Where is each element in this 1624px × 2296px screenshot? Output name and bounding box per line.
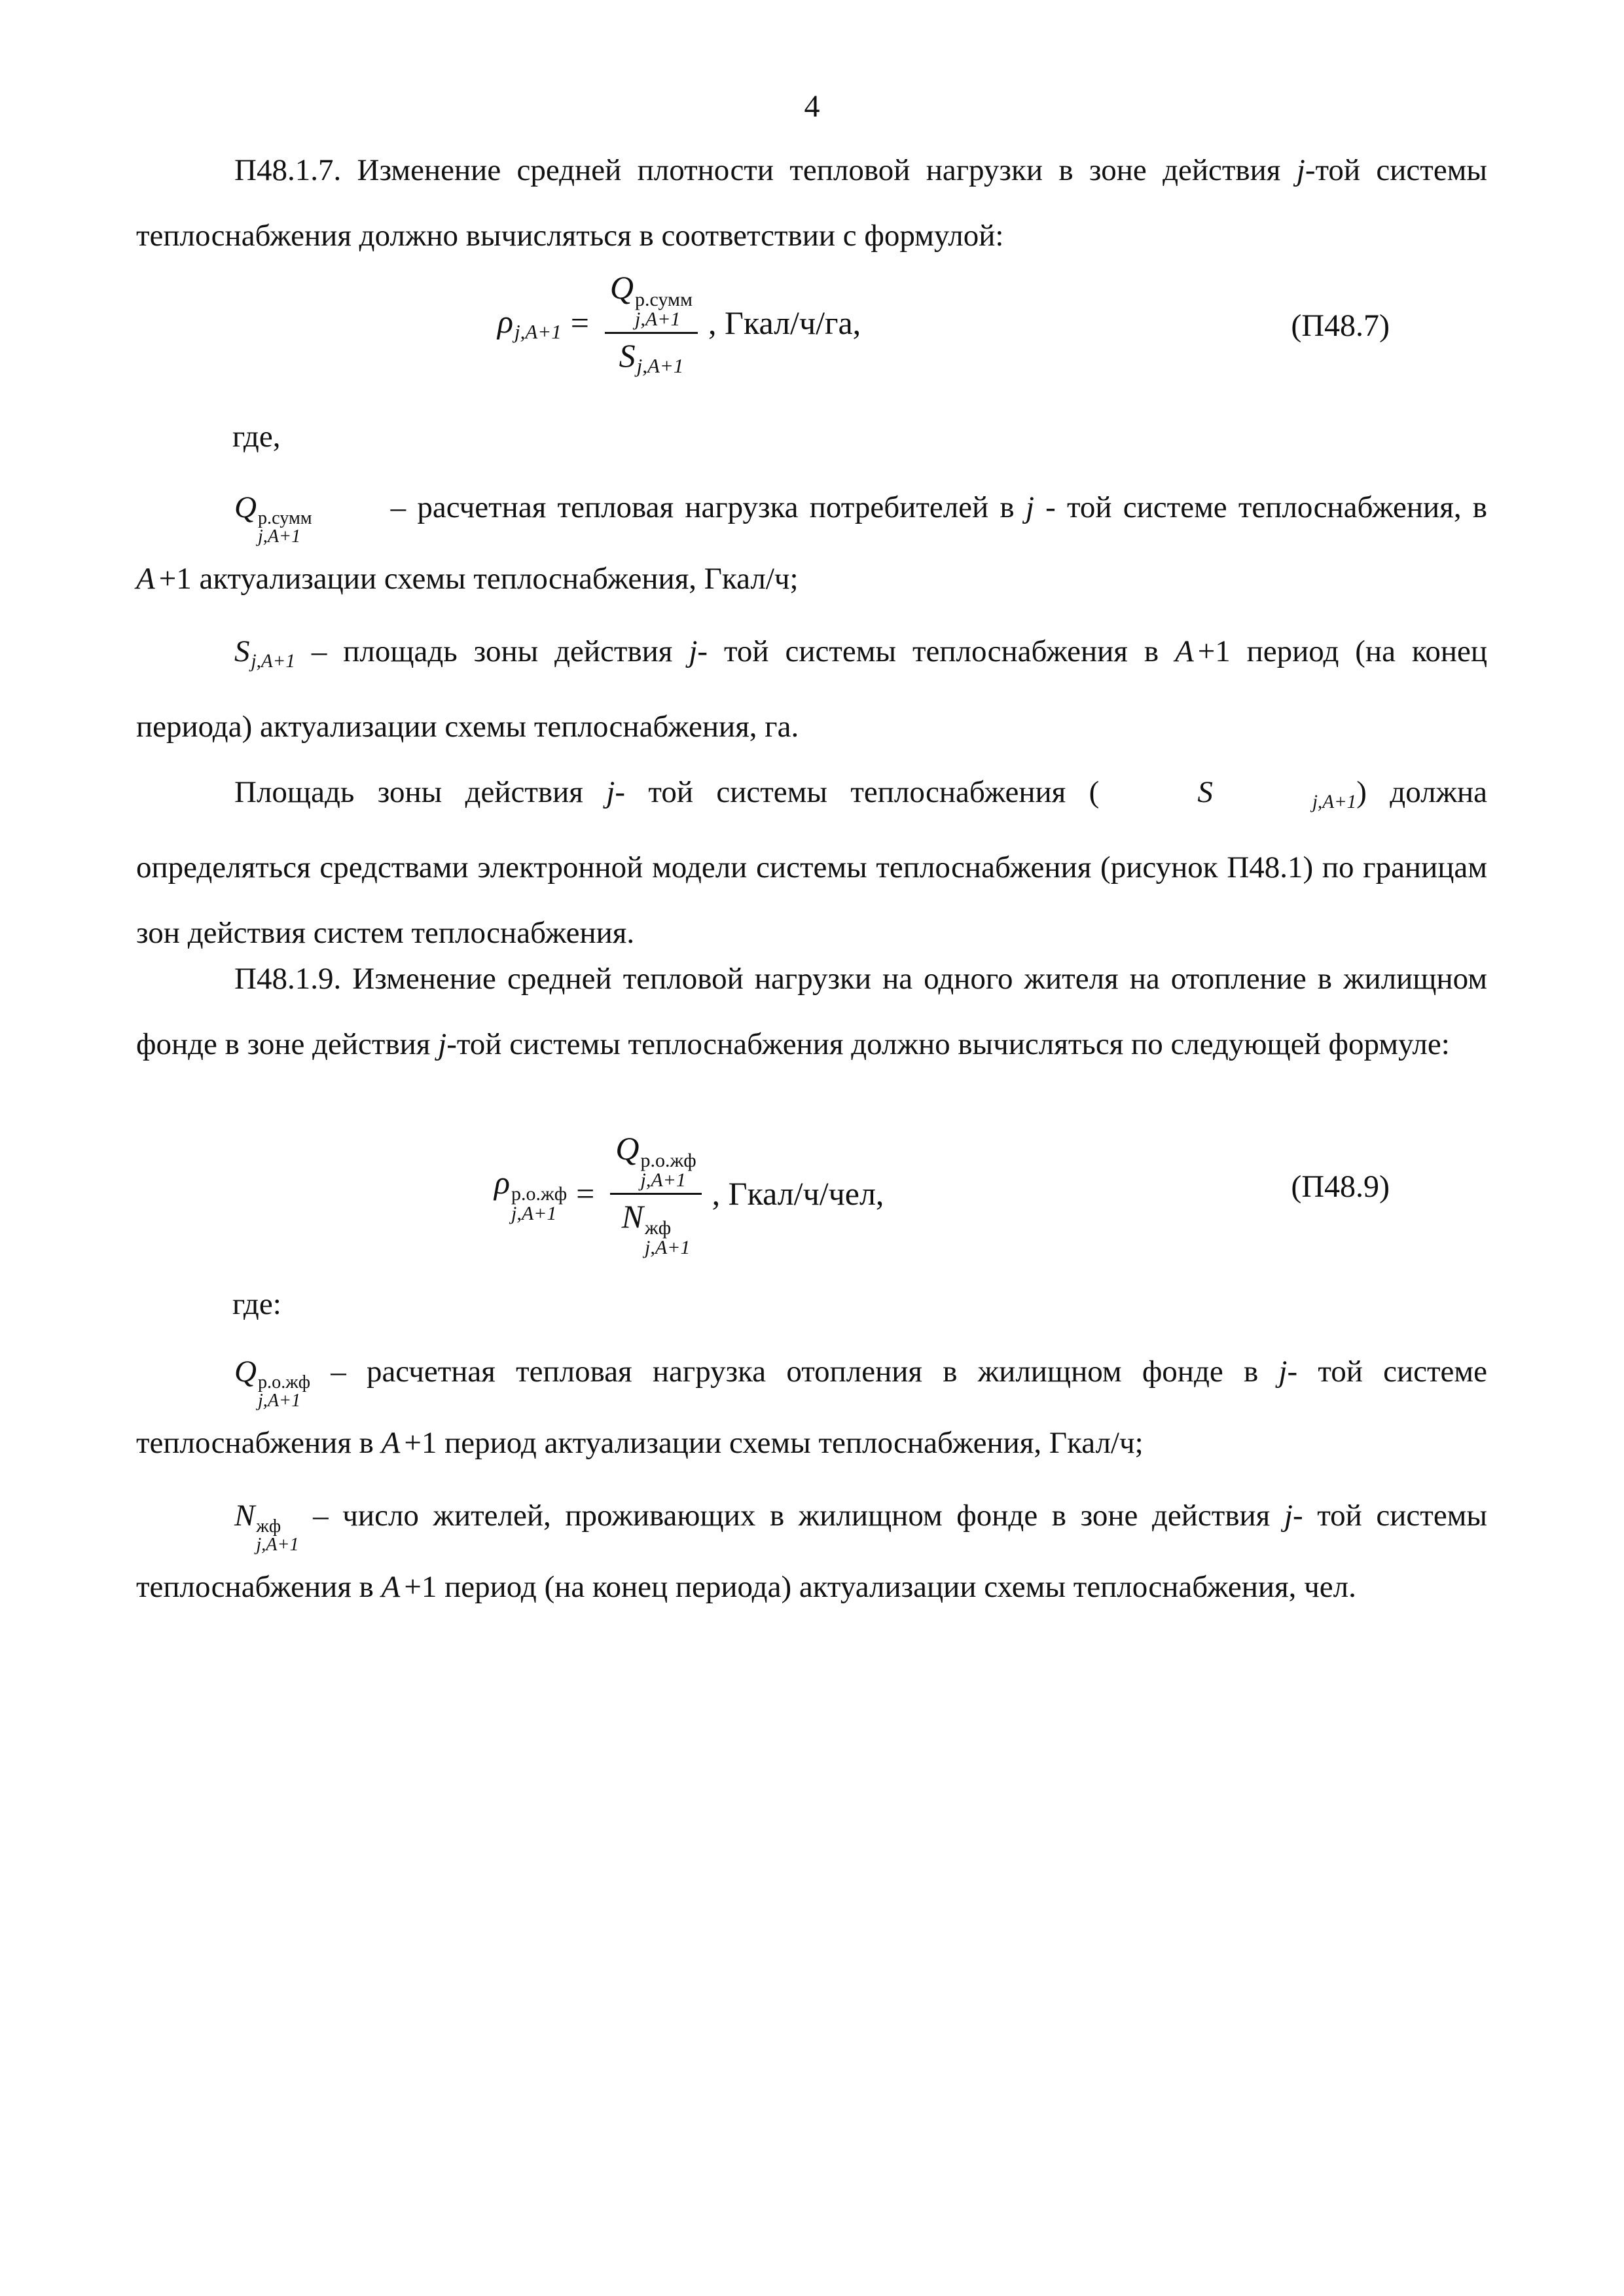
fraction (610, 1129, 701, 1258)
p1-text-b: -той системы теплоснабжения должно вычисляться в соответствии с формулой: (136, 153, 1487, 253)
paragraph-48-1-9: П48.1.9. Изменение средней тепловой нагрузки на одного жителя на отопление в жилищном фонде в зоне действия j-той системы теплоснабжения должно вычисляться по следующей формуле: (136, 962, 1487, 1061)
paragraph-48-1-7 (136, 137, 1487, 268)
denominator: N жф j,A+1 (621, 1197, 691, 1258)
equals-sign: = (570, 304, 589, 342)
numerator: Q р.о.жф j,A+1 (615, 1130, 696, 1191)
paragraph-area: Площадь зоны действия j- той системы теплоснабжения ( S j,A+1) должна определяться средствами электронной модели системы теплоснабжения (рисунок П48.1) по границам зон действия систем теплоснабжения. (136, 759, 1487, 966)
where-label: где, (232, 420, 281, 454)
equation-number: (П48.7) (1291, 308, 1390, 343)
formula-unit: , Гкал/ч/чел, (712, 1175, 884, 1212)
fraction-bar (610, 1193, 701, 1195)
definition-s: Sj,A+1 – площадь зоны действия j- той системы теплоснабжения в A +1 период (на конец периода) актуализации схемы теплоснабжения, га. (136, 619, 1487, 759)
q-symbol: Q р.сумм j,A+1 (234, 490, 312, 547)
where-label: где: (232, 1287, 281, 1321)
definition-n: N жф j,A+1 – число жителей, проживающих в жилищном фонде в зоне действия j- той системы теплоснабжения в A +1 период (на конец периода) актуализации схемы теплоснабжения, чел. (136, 1483, 1487, 1620)
definition-q-summ: Q р.сумм j,A+1 – расчетная тепловая нагрузка потребителей в j - той системе теплоснабжения, в A +1 актуализации схемы теплоснабжения, Гкал/ч; (136, 475, 1487, 611)
formula-48-9 (0, 1129, 1624, 1273)
formula-48-7 (0, 268, 1624, 412)
p1-text-a: П48.1.7. Изменение средней плотности тепловой нагрузки в зоне действия (234, 153, 1297, 187)
rho-symbol: ρj,A+1 (497, 302, 562, 344)
numerator: Q р.сумм j,A+1 (609, 269, 693, 330)
s-symbol-inline: S j,A+1 (1197, 775, 1357, 812)
var-j: j (1296, 153, 1305, 187)
equation-number: (П48.9) (1291, 1169, 1390, 1204)
n-symbol: N жф j,A+1 (234, 1499, 299, 1556)
fraction (605, 268, 698, 378)
rho-symbol: ρ р.о.жф j,A+1 (494, 1163, 568, 1225)
equals-sign: = (576, 1175, 595, 1212)
definition-q-rozhf: Q р.о.жф j,A+1 – расчетная тепловая нагрузка отопления в жилищном фонде в j- той системе теплоснабжения в A +1 период актуализации схемы теплоснабжения, Гкал/ч; (136, 1339, 1487, 1476)
s-symbol: Sj,A+1 (234, 634, 295, 672)
denominator: Sj,A+1 (619, 337, 684, 377)
formula-unit: , Гкал/ч/га, (708, 304, 861, 342)
page-number: 4 (804, 89, 820, 124)
q-symbol: Q р.о.жф j,A+1 (234, 1355, 310, 1412)
fraction-bar (605, 332, 698, 334)
